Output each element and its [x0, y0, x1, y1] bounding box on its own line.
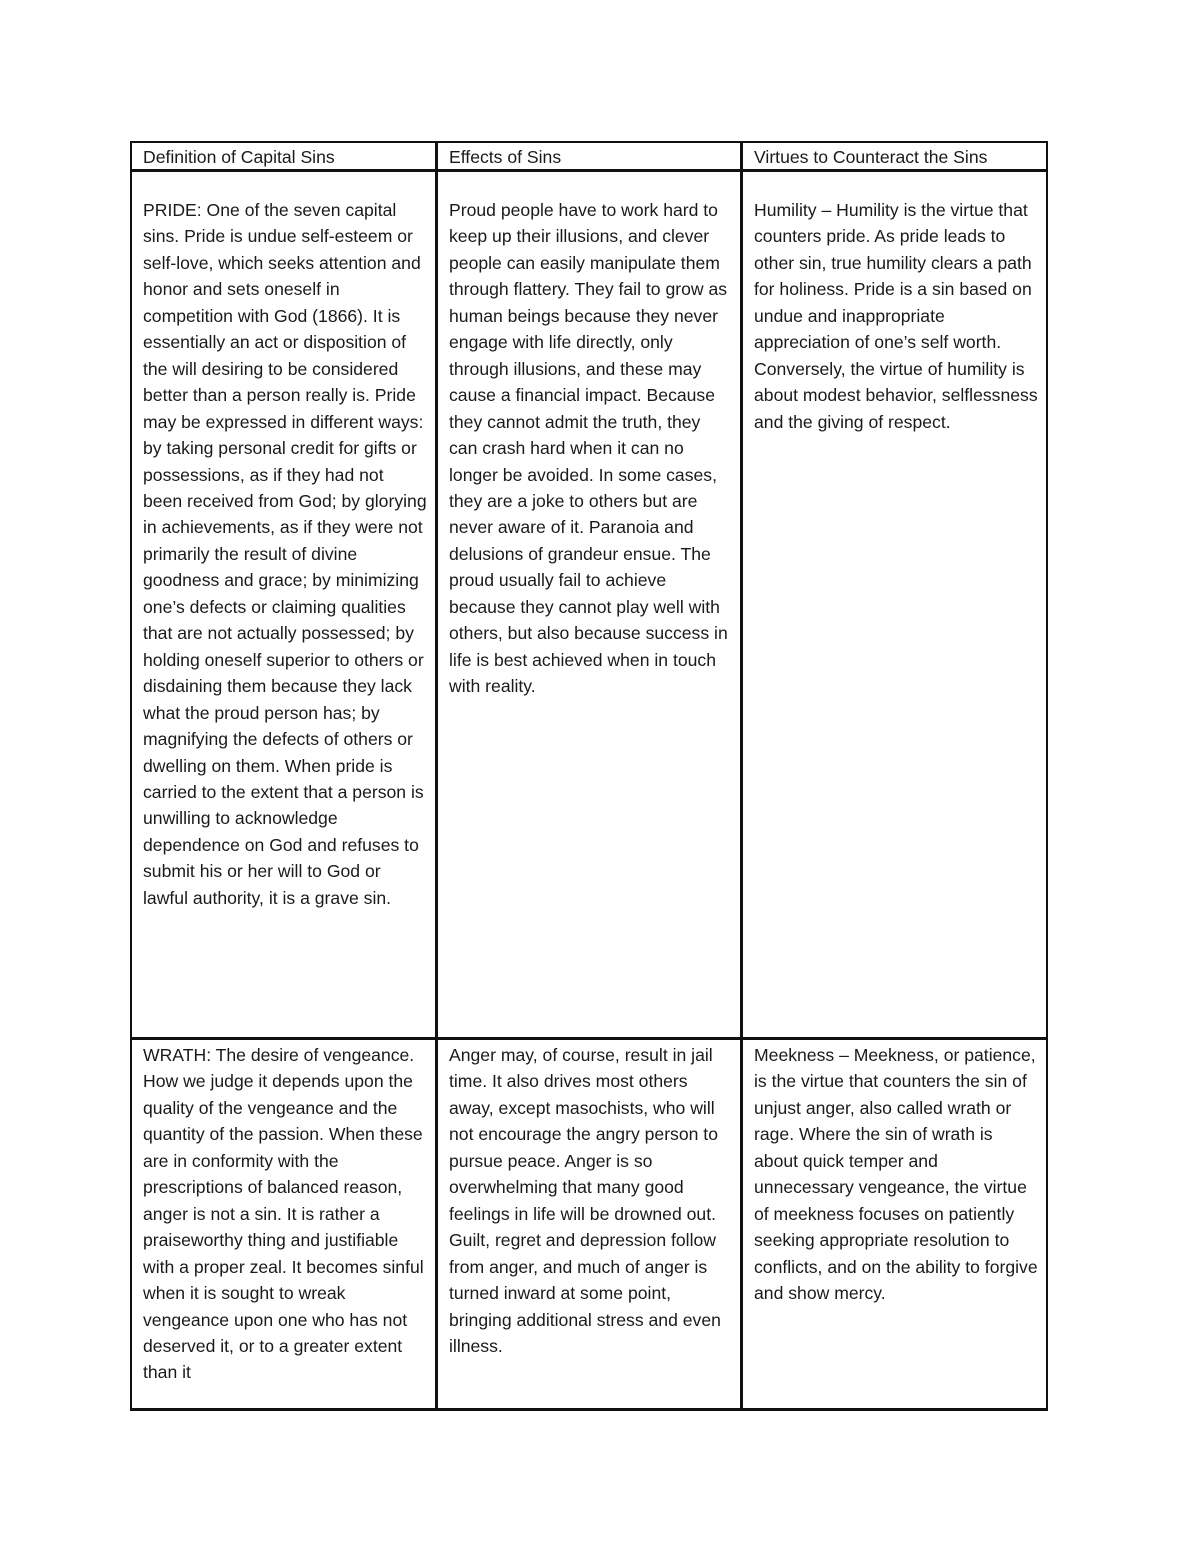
header-virtues: Virtues to Counteract the Sins [754, 147, 988, 167]
header-definition: Definition of Capital Sins [143, 147, 335, 167]
wrath-virtue: Meekness – Meekness, or patience, is the virtue that counters the sin of unjust anger, also called wrath or rage. Where the sin of wrath is about quick temper and unnecessary vengeance, the virtue of meekness focuses on patiently seeking appropriate resolution to conflicts, and on the ability to forgive and show mercy. [754, 1045, 1038, 1304]
pride-definition: PRIDE: One of the seven capital sins. Pride is undue self-esteem or self-love, which seeks attention and honor and sets oneself in competition with God (1866). It is essentially an act or disposition of the will desiring to be considered better than a person really is. Pride may be expressed in different ways: by taking personal credit for gifts or possessions, as if they had not been received from God; by glorying in achievements, as if they were not primarily the result of divine goodness and grace; by minimizing one’s defects or claiming qualities that are not actually possessed; by holding oneself superior to others or disdaining them because they lack what the proud person has; by magnifying the defects of others or dwelling on them. When pride is carried to the extent that a person is unwilling to acknowledge dependence on God and refuses to submit his or her will to God or lawful authority, it is a grave sin. [143, 200, 427, 908]
sins-table [130, 141, 1048, 1411]
table-right-border [1046, 141, 1048, 1411]
pride-effects: Proud people have to work hard to keep up their illusions, and clever people can easily manipulate them through flattery. They fail to grow as human beings because they never engage with life directly, only through illusions, and these may cause a financial impact. Because they cannot admit the truth, they can crash hard when it can no longer be avoided. In some cases, they are a joke to others but are never aware of it. Paranoia and delusions of grandeur ensue. The proud usually fail to achieve because they cannot play well with others, but also because success in life is best achieved when in touch with reality. [449, 200, 728, 697]
wrath-definition: WRATH: The desire of vengeance. How we judge it depends upon the quality of the vengeance and the quantity of the passion. When these are in conformity with the prescriptions of balanced reason, anger is not a sin. It is rather a praiseworthy thing and justifiable with a proper zeal. It becomes sinful when it is sought to wreak vengeance upon one who has not deserved it, or to a greater extent than it [143, 1045, 424, 1383]
wrath-effects: Anger may, of course, result in jail time. It also drives most others away, except masochists, who will not encourage the angry person to pursue peace. Anger is so overwhelming that many good feelings in life will be drowned out. Guilt, regret and depression follow from anger, and much of anger is turned inward at some point, bringing additional stress and even illness. [449, 1045, 721, 1356]
pride-virtue: Humility – Humility is the virtue that counters pride. As pride leads to other sin, true humility clears a path for holiness. Pride is a sin based on undue and inappropriate appreciation of one’s self worth. Conversely, the virtue of humility is about modest behavior, selflessness and the giving of respect. [754, 200, 1038, 432]
table-bottom-border [130, 1408, 1048, 1411]
row-divider [130, 1037, 1048, 1040]
header-effects: Effects of Sins [449, 147, 562, 167]
